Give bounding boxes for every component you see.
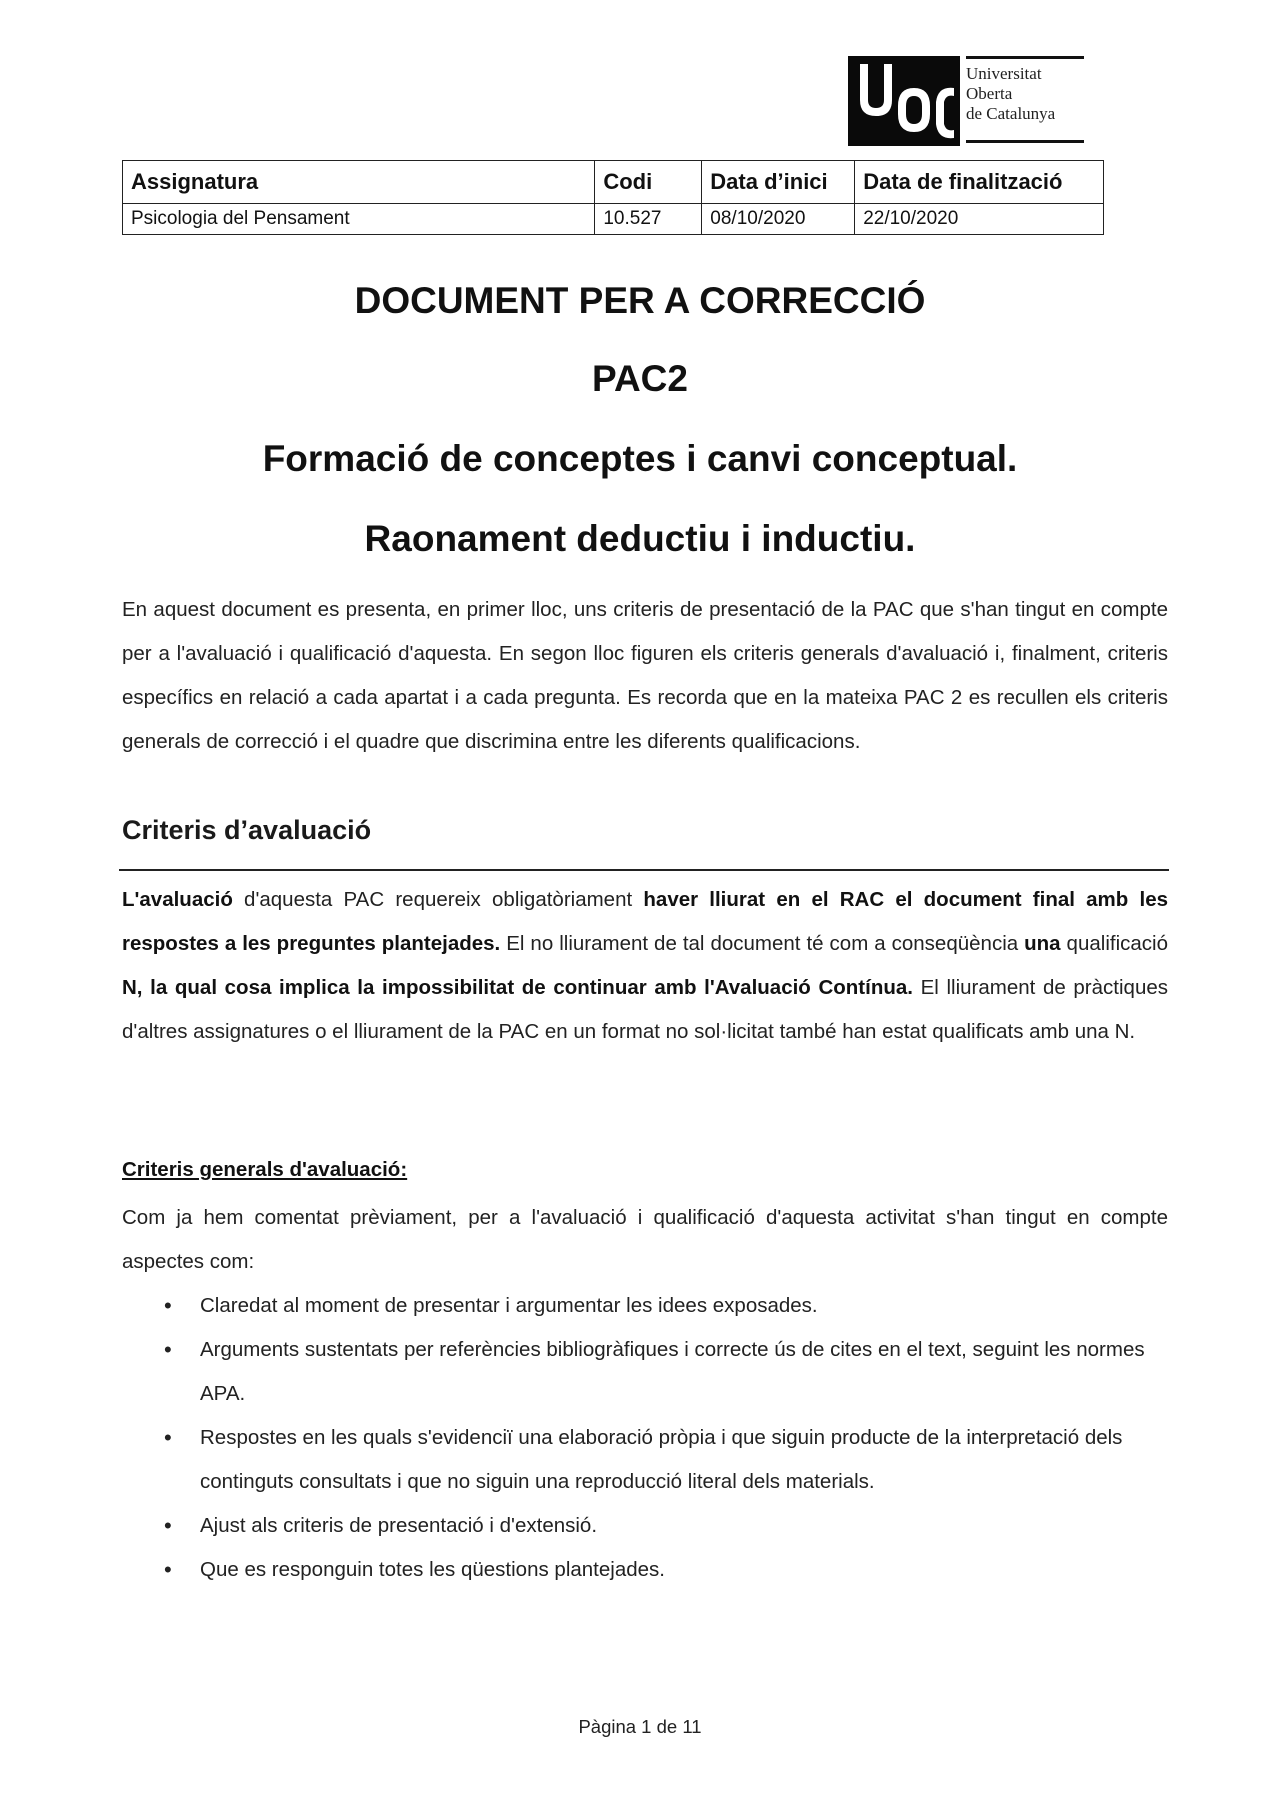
header-assignatura: Assignatura: [123, 161, 595, 204]
intro-paragraph: En aquest document es presenta, en primer lloc, uns criteris de presentació de la PAC que s'han tingut en compte per a l'avaluació i qualificació d'aquesta. En segon lloc figuren els criteris generals d'avaluació i, finalment, criteris específics en relació a cada apartat i a cada pregunta. Es recorda que en la mateixa PAC 2 es recullen els criteris generals de correcció i el quadre que discrimina entre les diferents qualificacions.: [122, 598, 1168, 753]
header-data-inici: Data d’inici: [702, 161, 855, 204]
header-codi: Codi: [595, 161, 702, 204]
topic-title-2: Raonament deductiu i inductiu.: [364, 518, 916, 559]
cell-data-finalitzacio: 22/10/2020: [855, 204, 1104, 235]
section-heading: Criteris d’avaluació: [122, 815, 372, 845]
criteria-list: [122, 1284, 1168, 1592]
table-row: [123, 204, 1104, 235]
document-title: DOCUMENT PER A CORRECCIÓ: [354, 280, 926, 321]
page-number: Pàgina 1 de 11: [578, 1716, 702, 1737]
topic-title-1: Formació de conceptes i canvi conceptual.: [262, 438, 1018, 479]
list-item-text: Respostes en les quals s'evidenciï una elaboració pròpia i que siguin producte de la interpretació dels continguts consultats i que no siguin una reproducció literal dels materials.: [200, 1426, 1123, 1493]
bullet-icon: •: [164, 1557, 172, 1582]
list-item: [122, 1416, 1168, 1504]
logo-rule-bottom: [966, 140, 1084, 143]
logo-line-1: Universitat: [966, 64, 1042, 83]
list-item: [122, 1504, 1168, 1548]
uoc-logo-mark: [848, 56, 960, 146]
bullet-icon: •: [164, 1513, 172, 1538]
bullet-icon: •: [164, 1337, 172, 1362]
bullet-icon: •: [164, 1425, 172, 1450]
cell-assignatura: Psicologia del Pensament: [123, 204, 595, 235]
cell-data-inici: 08/10/2020: [702, 204, 855, 235]
list-item-text: Ajust als criteris de presentació i d'extensió.: [200, 1514, 598, 1537]
eval-text-6: qualificació: [1060, 932, 1168, 955]
eval-text-bold-7: N, la qual cosa implica la impossibilitat de continuar amb l'Avaluació Contínua.: [122, 976, 913, 999]
eval-text-bold-3: haver lliurat en el RAC el document final amb les respostes a les preguntes plantejades.: [122, 888, 1168, 955]
logo-line-3: de Catalunya: [966, 104, 1056, 123]
evaluation-paragraph: [122, 878, 1168, 1054]
list-item-text: Que es responguin totes les qüestions plantejades.: [200, 1558, 665, 1581]
course-info-table: [122, 160, 1104, 235]
uoc-logo: [848, 56, 1086, 146]
eval-text-8: El lliurament de pràctiques d'altres assignatures o el lliurament de la PAC en un format no sol·licitat també han estat qualificats amb una N.: [122, 976, 1168, 1043]
list-item: [122, 1328, 1168, 1416]
pac-title: PAC2: [592, 358, 688, 399]
list-item-text: Arguments sustentats per referències bibliogràfiques i correcte ús de cites en el text, seguint les normes APA.: [200, 1338, 1145, 1405]
list-item: [122, 1548, 1168, 1592]
logo-wordmark: [966, 58, 1086, 124]
eval-text-bold-5: una: [1024, 932, 1061, 955]
eval-text-4: El no lliurament de tal document té com a conseqüència: [500, 932, 1025, 955]
table-header-row: [123, 161, 1104, 204]
eval-text-bold-1: L'avaluació: [122, 888, 233, 911]
bullet-icon: •: [164, 1293, 172, 1318]
cell-codi: 10.527: [595, 204, 702, 235]
general-criteria-heading: Criteris generals d'avaluació:: [122, 1158, 408, 1181]
logo-line-2: Oberta: [966, 84, 1013, 103]
section-divider: [119, 869, 1169, 871]
list-item: [122, 1284, 1168, 1328]
list-item-text: Claredat al moment de presentar i argumentar les idees exposades.: [200, 1294, 818, 1317]
eval-text-2: d'aquesta PAC requereix obligatòriament: [232, 888, 644, 911]
header-data-finalitzacio: Data de finalització: [855, 161, 1104, 204]
general-criteria-intro: Com ja hem comentat prèviament, per a l'avaluació i qualificació d'aquesta activitat s'han tingut en compte aspectes com:: [122, 1206, 1168, 1273]
